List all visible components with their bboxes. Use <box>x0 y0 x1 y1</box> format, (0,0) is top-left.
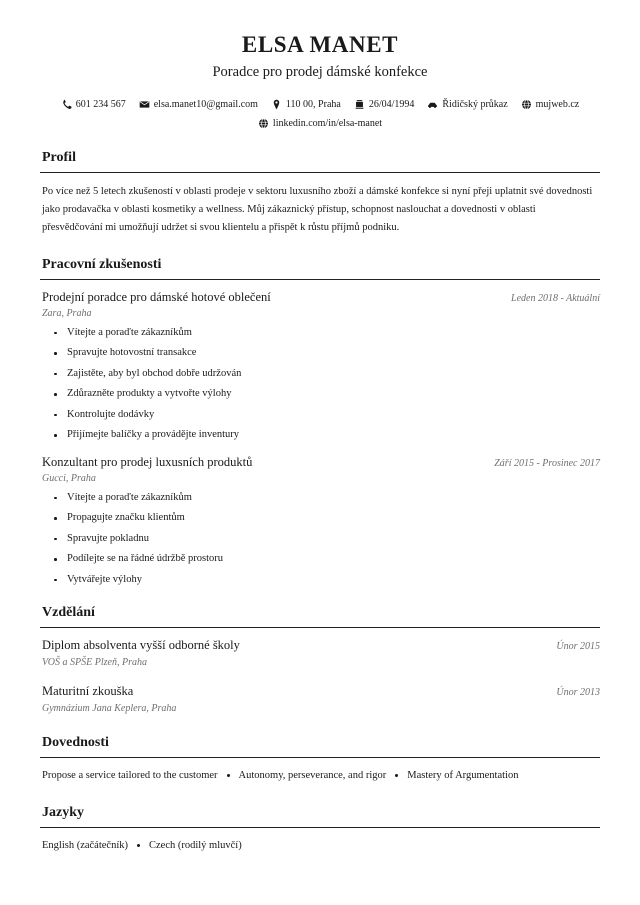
section-title-languages: Jazyky <box>42 804 84 820</box>
skill-item: Mastery of Argumentation <box>407 770 519 782</box>
education-date: Únor 2015 <box>556 641 600 653</box>
list-item: Vítejte a poraďte zákazníkům <box>54 328 600 339</box>
contact-birthdate-text: 26/04/1994 <box>368 98 415 110</box>
education-school: Gymnázium Jana Keplera, Praha <box>42 702 177 714</box>
section-title-profile: Profil <box>42 149 76 165</box>
education-degree: Maturitní zkouška <box>42 684 134 699</box>
contact-driving-license-text: Řidičský průkaz <box>442 98 508 110</box>
globe-icon <box>258 118 269 129</box>
language-item: Czech (rodilý mluvčí) <box>149 839 242 851</box>
experience-date: Leden 2018 - Aktuální <box>511 292 600 304</box>
car-icon <box>427 99 438 110</box>
contact-phone[interactable] <box>61 98 126 111</box>
separator-dot <box>137 838 140 855</box>
section-languages <box>40 805 600 855</box>
section-experience <box>40 257 600 586</box>
language-item: English (začátečník) <box>42 839 128 851</box>
section-title-skills: Dovednosti <box>42 735 109 751</box>
globe-icon <box>521 99 532 110</box>
education-entry <box>40 638 600 669</box>
list-item: Vítejte a poraďte zákazníkům <box>54 493 600 504</box>
experience-company: Gucci, Praha <box>42 473 96 485</box>
education-entry-head <box>40 638 600 654</box>
education-school: VOŠ a SPŠE Plzeň, Praha <box>42 656 147 668</box>
skills-list <box>42 768 598 785</box>
section-divider <box>40 827 600 828</box>
contact-driving-license <box>427 98 507 111</box>
map-pin-icon <box>271 99 282 110</box>
education-degree: Diplom absolventa vyšší odborné školy <box>42 638 240 653</box>
section-divider <box>40 279 600 280</box>
contact-website[interactable] <box>521 98 580 111</box>
contact-email-text: elsa.manet10@gmail.com <box>153 98 258 110</box>
section-skills <box>40 735 600 785</box>
job-title: Poradce pro prodej dámské konfekce <box>212 64 428 81</box>
skill-item: Propose a service tailored to the customer <box>42 770 218 782</box>
list-item: Kontrolujte dodávky <box>54 410 600 421</box>
experience-entry <box>40 290 600 441</box>
experience-date: Září 2015 - Prosinec 2017 <box>494 457 600 469</box>
languages-list <box>42 838 598 855</box>
section-education <box>40 605 600 715</box>
experience-bullet-list <box>40 493 600 586</box>
experience-role: Konzultant pro prodej luxusních produktů <box>42 454 253 469</box>
contact-linkedin[interactable] <box>258 117 382 130</box>
education-date: Únor 2013 <box>556 687 600 699</box>
experience-company: Zara, Praha <box>42 308 92 320</box>
envelope-icon <box>139 99 150 110</box>
contact-birthdate <box>354 98 415 111</box>
contact-phone-text: 601 234 567 <box>75 98 126 110</box>
list-item: Zajistěte, aby byl obchod dobře udržován <box>54 369 600 380</box>
contact-linkedin-text: linkedin.com/in/elsa-manet <box>272 117 383 129</box>
list-item: Vytvářejte výlohy <box>54 575 600 586</box>
experience-bullet-list <box>40 328 600 441</box>
contact-row-secondary <box>40 117 600 130</box>
education-entry <box>40 684 600 715</box>
experience-entry-head <box>40 290 600 306</box>
resume-header <box>40 32 600 130</box>
list-item: Přijímejte balíčky a provádějte inventury <box>54 430 600 441</box>
section-divider <box>40 172 600 173</box>
contact-email[interactable] <box>139 98 258 111</box>
list-item: Zdůrazněte produkty a vytvořte výlohy <box>54 389 600 400</box>
experience-entry <box>40 455 600 586</box>
skill-item: Autonomy, perseverance, and rigor <box>238 770 387 782</box>
list-item: Podílejte se na řádné údržbě prostoru <box>54 554 600 565</box>
calendar-icon <box>354 99 365 110</box>
separator-dot <box>395 768 398 785</box>
contact-location <box>271 98 341 111</box>
section-profile <box>40 150 600 237</box>
education-entry-head <box>40 684 600 700</box>
contact-row-primary <box>40 98 600 111</box>
list-item: Propagujte značku klientům <box>54 513 600 524</box>
profile-text: Po více než 5 letech zkušeností v oblasti prodeje v sektoru luxusního zboží a dámské konfekce si nyní přeji uplatnit své dovednosti jako prodavačka v oblasti kosmetiky a wellness. Můj zákaznický přístup, schopnost naslouchat a dovednosti v oblasti přesvědčování mi umožňují udržet si svou klientelu a přispět k růstu příjmů podniku. <box>42 185 593 233</box>
list-item: Spravujte pokladnu <box>54 534 600 545</box>
experience-entry-head <box>40 455 600 471</box>
contact-website-text: mujweb.cz <box>535 98 580 110</box>
section-title-education: Vzdělání <box>42 605 95 621</box>
section-title-experience: Pracovní zkušenosti <box>42 256 162 272</box>
phone-icon <box>61 99 72 110</box>
contact-location-text: 110 00, Praha <box>285 98 341 110</box>
section-divider <box>40 757 600 758</box>
separator-dot <box>227 768 230 785</box>
list-item: Spravujte hotovostní transakce <box>54 348 600 359</box>
page-title: ELSA MANET <box>241 32 399 57</box>
section-divider <box>40 627 600 628</box>
experience-role: Prodejní poradce pro dámské hotové oblečení <box>42 289 271 304</box>
